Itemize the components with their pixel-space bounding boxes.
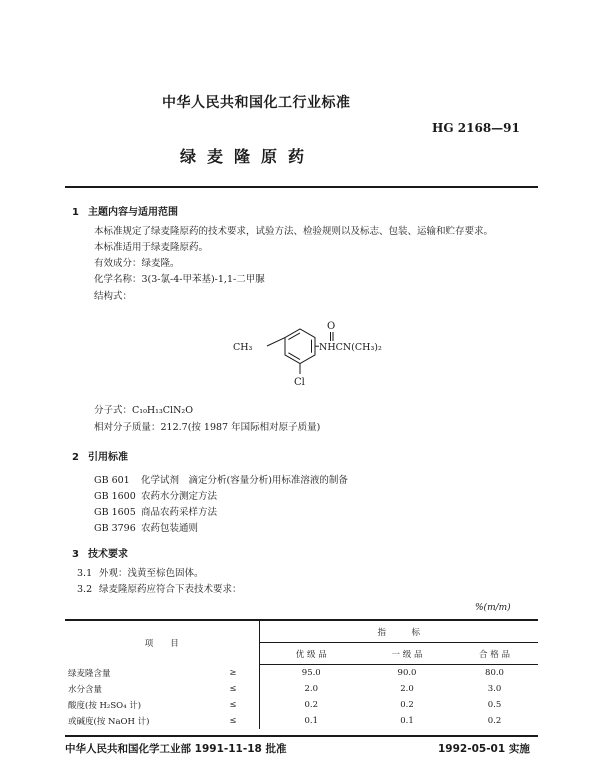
clause-text: 外观：浅黄至棕色固体。 [99,568,204,579]
cell-value: 2.0 [400,684,414,694]
clause-text: 绿麦隆原药应符合下表技术要求： [99,584,242,595]
section-title: 技术要求 [88,549,128,560]
carbonyl-oxygen-label: O [327,321,336,332]
approval-line: 中华人民共和国化学工业部 1991-11-18 批准 [65,743,287,755]
section-number: 3 [72,549,79,560]
row-name: 或碱度(按 NaOH 计) [68,717,150,727]
reference-code: GB 1600 [94,491,136,502]
requirements-clause [77,583,242,597]
cell-value: 2.0 [304,684,319,694]
row-operator: ≤ [193,713,259,729]
clause-number: 3.2 [77,584,93,595]
applicability-paragraph: 本标准适用于绿麦隆原药。 [94,242,209,253]
effective-date: 1992-05-01 实施 [438,743,530,755]
cell-value: 90.0 [397,668,417,678]
chemical-name: 化学名称：3(3-氯-4-甲苯基)-1,1-二甲脲 [94,274,265,285]
molecular-formula: 分子式：C₁₀H₁₃ClN₂O [94,405,194,416]
bottom-rule [65,735,538,737]
row-operator: ≥ [193,665,259,682]
grade-header-qualified: 合 格 品 [451,643,538,665]
clause-number: 3.1 [77,568,93,579]
table-row [65,681,538,697]
reference-code: GB 1605 [94,507,136,518]
row-name: 绿麦隆含量 [68,668,111,679]
reference-item [94,488,217,502]
grade-header-first: 一 级 品 [363,643,451,665]
issuing-organization: 中华人民共和国化工行业标准 [162,95,351,111]
row-name: 水分含量 [68,685,103,695]
table-row [65,665,538,682]
amide-group-label: NHCN(CH₃)₂ [319,342,382,353]
molecular-mass: 相对分子质量：212.7(按 1987 年国际相对原子质量) [94,422,321,433]
section-title: 主题内容与适用范围 [88,207,178,218]
section-title: 引用标准 [88,452,128,463]
cell-value: 0.1 [304,716,319,726]
reference-item [94,472,348,486]
cell-value: 0.5 [487,700,502,710]
table-unit: %(m/m) [475,603,511,613]
section-1-heading [72,203,178,218]
reference-title: 农药包装通则 [141,523,199,534]
structural-formula [220,316,420,392]
cell-value: 0.2 [304,700,319,710]
section-number: 1 [72,207,79,218]
document-title: 绿麦隆原药 [180,147,316,166]
specification-table [65,619,538,729]
structure-label: 结构式： [94,291,133,302]
reference-item [94,520,198,534]
methyl-bond [267,338,285,346]
methyl-label: CH₃ [233,342,253,353]
cell-value: 0.2 [400,700,414,710]
reference-code: GB 601 [94,475,130,486]
cell-value: 0.2 [487,716,502,726]
standard-code: HG 2168—91 [432,121,520,135]
scope-paragraph: 本标准规定了绿麦隆原药的技术要求，试验方法、检验规则以及标志、包装、运输和贮存要求。 [94,226,494,237]
cell-value: 3.0 [487,684,502,694]
section-2-heading [72,448,128,463]
chlorine-label: Cl [294,377,305,388]
row-operator: ≤ [193,697,259,713]
cell-value: 0.1 [400,716,414,726]
row-name: 酸度(按 H₂SO₄ 计) [68,701,142,711]
index-header: 指 标 [259,620,538,643]
grade-header-premium: 优 级 品 [259,643,363,665]
cell-value: 95.0 [301,668,321,678]
section-number: 2 [72,452,79,463]
table-row [65,713,538,729]
table-row [65,697,538,713]
reference-code: GB 3796 [94,523,136,534]
reference-title: 农药水分测定方法 [141,491,218,502]
table-header-row [65,620,538,643]
reference-title: 化学试剂 滴定分析(容量分析)用标准溶液的制备 [141,475,348,486]
section-3-heading [72,545,128,560]
item-header: 项 目 [65,620,259,665]
row-operator: ≤ [193,681,259,697]
active-ingredient: 有效成分：绿麦隆。 [94,258,180,269]
top-rule [65,186,538,188]
reference-title: 商品农药采样方法 [141,507,218,518]
cell-value: 80.0 [485,668,504,678]
appearance-clause [77,567,204,581]
reference-item [94,504,217,518]
